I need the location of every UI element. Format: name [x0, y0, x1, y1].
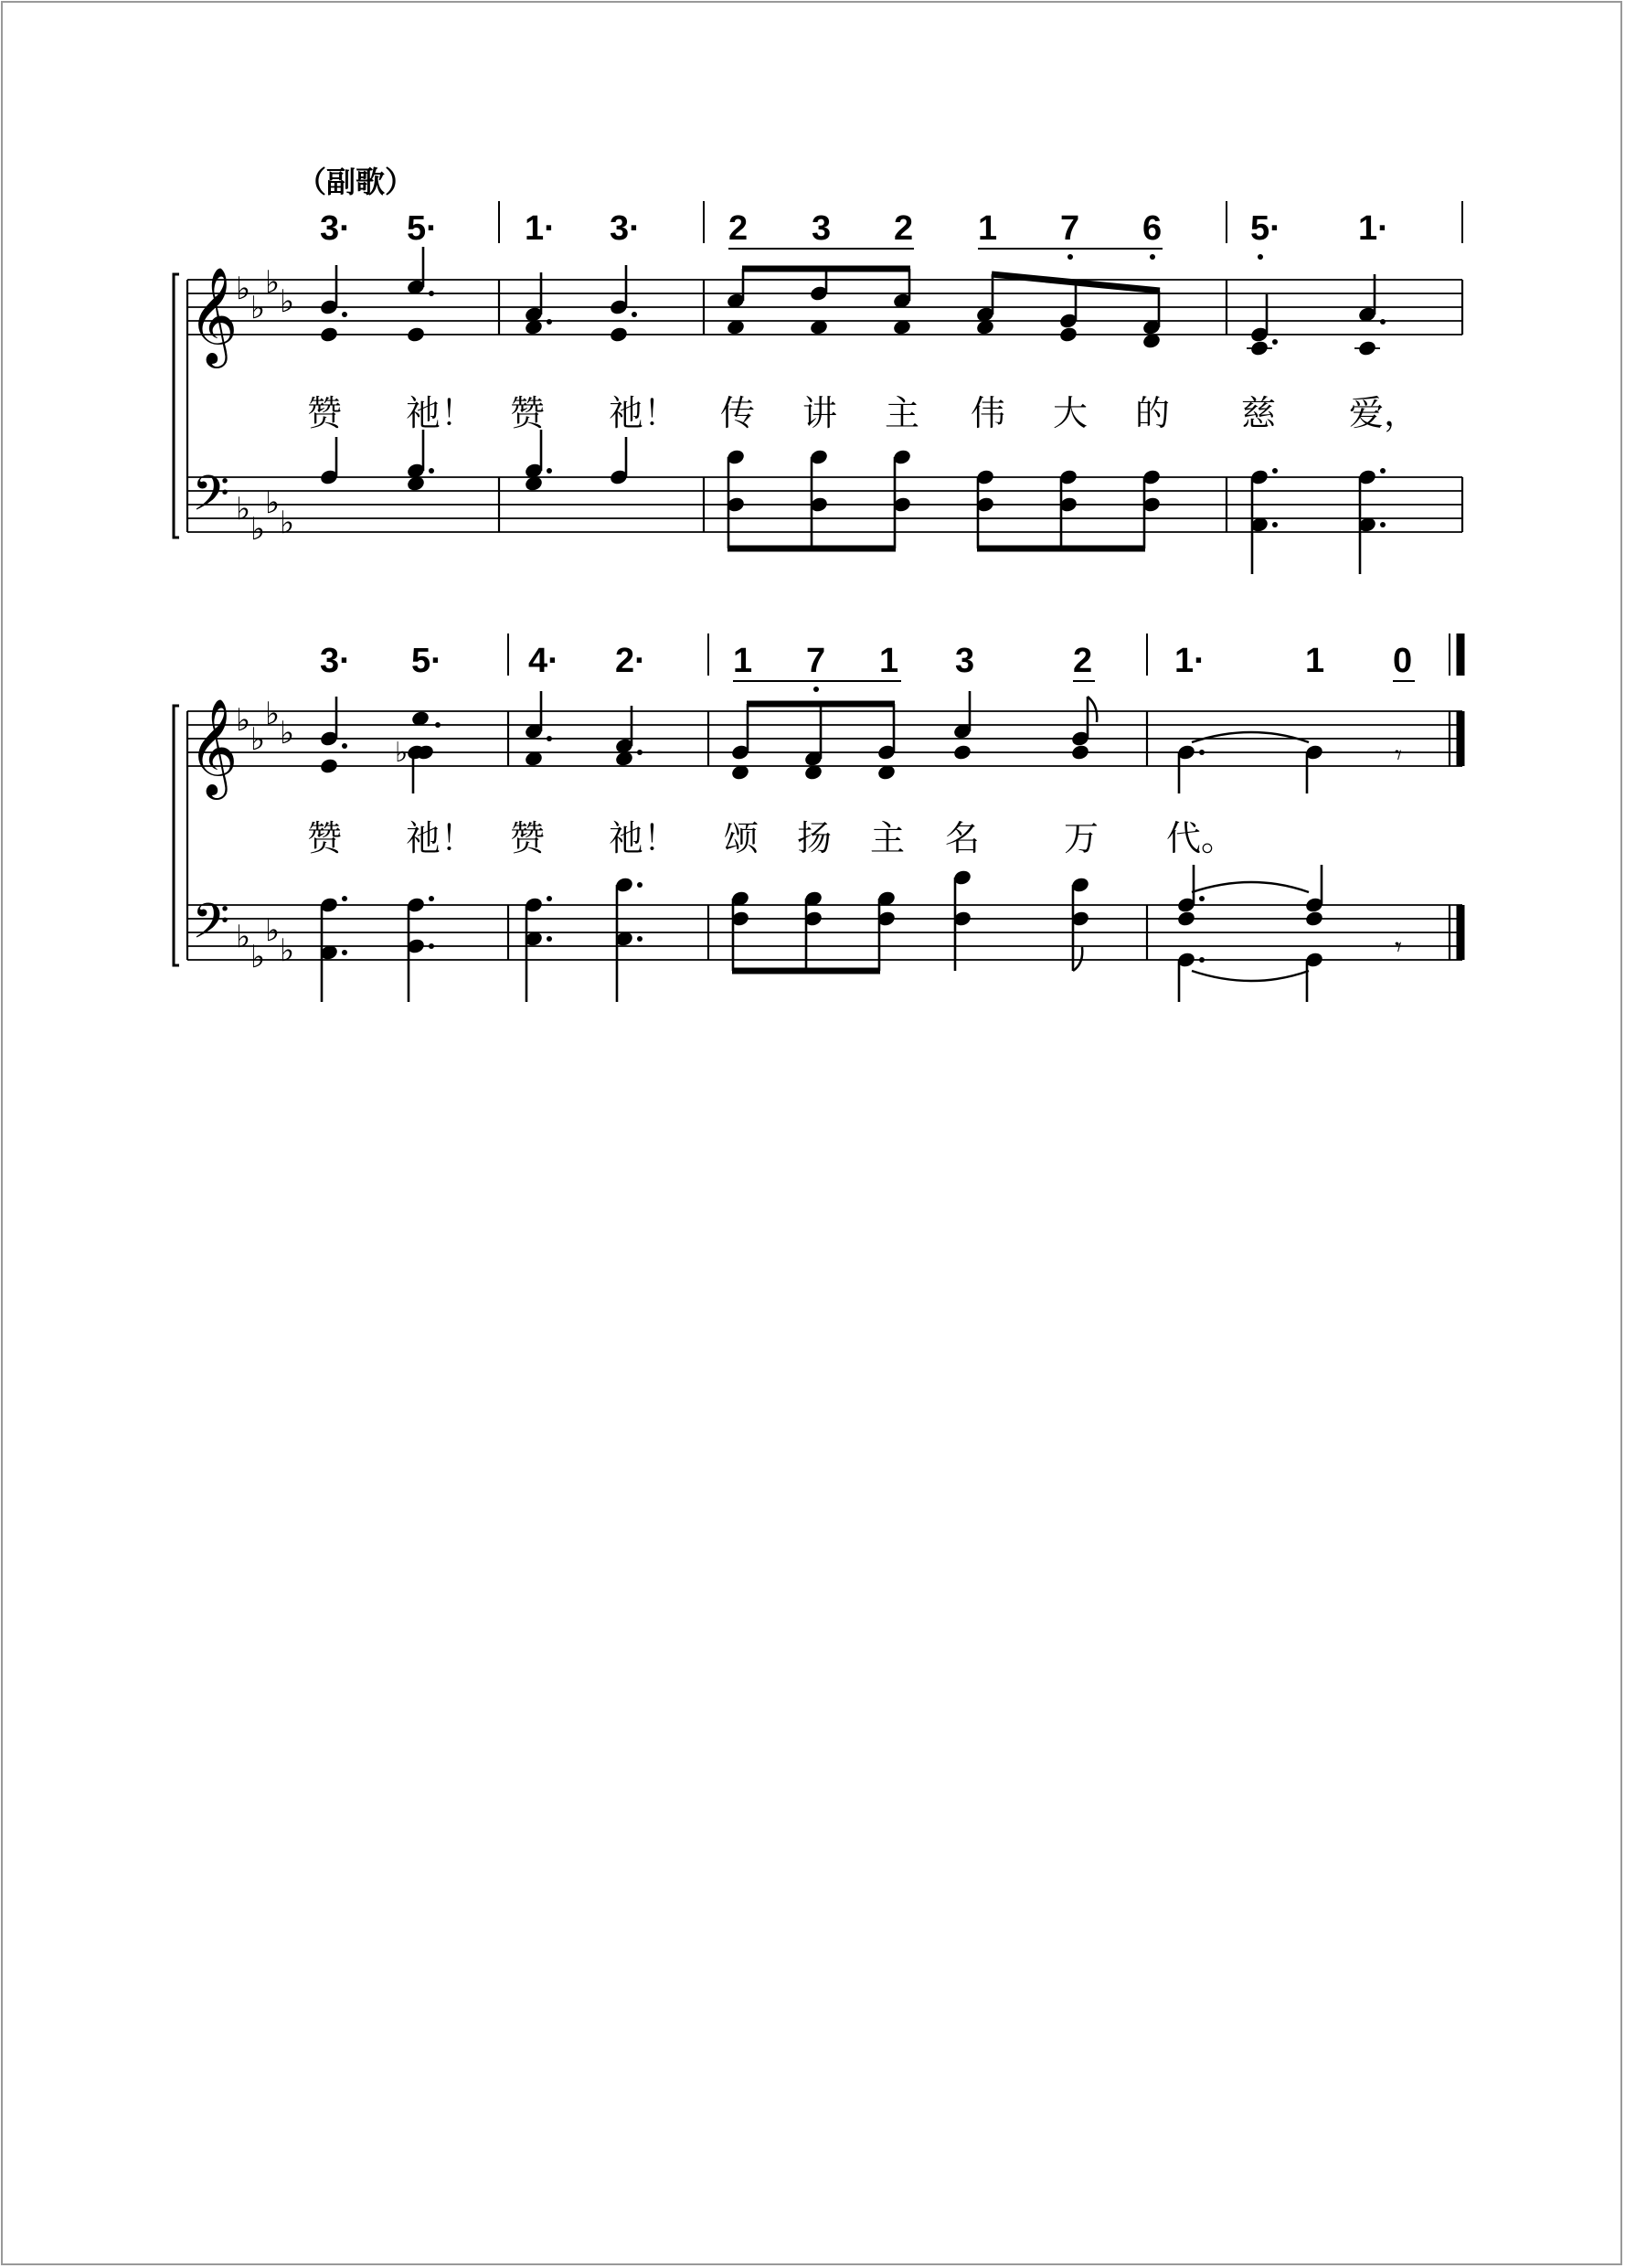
- flat-icon: ♭: [236, 491, 251, 527]
- jianpu-note: 3·: [320, 642, 351, 680]
- lyric: 祂！: [609, 393, 679, 433]
- jianpu-note: 2·: [615, 642, 646, 680]
- jianpu-note: 1: [879, 642, 899, 680]
- lyric: 大: [1053, 393, 1089, 433]
- jianpu-row-1: [320, 201, 1462, 260]
- jianpu-note: 7: [806, 642, 826, 680]
- lyric: 伟: [971, 393, 1006, 433]
- flat-icon: ♭: [265, 484, 281, 521]
- system-1: [174, 201, 1462, 574]
- lyric: 祂！: [609, 818, 679, 858]
- jianpu-note: 5·: [407, 209, 438, 248]
- lyric: 主: [885, 393, 920, 433]
- treble-notes-2: [319, 691, 1402, 793]
- lyric: 传: [720, 393, 756, 433]
- bass-notes-2: [319, 865, 1402, 1002]
- jianpu-note: 2: [1073, 642, 1093, 680]
- bass-staff-2: [187, 865, 1462, 1002]
- low-octave-dot: [1067, 254, 1073, 260]
- flat-icon: ♭: [236, 702, 251, 739]
- section-label: （副歌）: [297, 165, 415, 199]
- lyric: 慈: [1241, 393, 1277, 433]
- jianpu-note: 1·: [525, 209, 556, 248]
- treble-staff-2: [187, 691, 1462, 800]
- lyric: 名: [945, 818, 981, 858]
- jianpu-note: 1: [1305, 642, 1325, 680]
- jianpu-note: 2: [894, 209, 914, 248]
- lyric: 赞: [510, 818, 546, 858]
- flat-icon: ♭: [280, 715, 295, 751]
- flat-icon: ♭: [280, 932, 295, 969]
- flat-icon: ♭: [280, 283, 295, 320]
- jianpu-note: 3·: [320, 209, 351, 248]
- flat-icon: ♭: [250, 290, 266, 326]
- jianpu-row-2: [320, 634, 1460, 692]
- lyric: 万: [1064, 818, 1099, 858]
- lyric: 主: [870, 818, 906, 858]
- flat-icon: ♭: [250, 939, 266, 975]
- flat-icon: ♭: [395, 737, 409, 769]
- lyric: 祂！: [406, 818, 476, 858]
- treble-staff-1: [187, 247, 1462, 368]
- jianpu-note: 6: [1142, 209, 1163, 248]
- flat-icon: ♭: [265, 696, 281, 732]
- lyric: 扬: [797, 818, 833, 858]
- flat-icon: ♭: [250, 511, 266, 548]
- flat-icon: ♭: [265, 912, 281, 949]
- jianpu-note: 7: [1060, 209, 1080, 248]
- jianpu-note: 1·: [1358, 209, 1389, 248]
- lyric: 的: [1135, 393, 1171, 433]
- flat-icon: ♭: [265, 264, 281, 301]
- jianpu-note: 3·: [610, 209, 641, 248]
- lyric: 爱，: [1349, 393, 1419, 433]
- treble-clef-icon: 𝄞: [188, 266, 239, 364]
- lyrics-row-2: [307, 818, 1236, 858]
- jianpu-note: 1·: [1174, 642, 1205, 680]
- low-octave-dot: [1150, 254, 1155, 260]
- lyric: 代。: [1166, 818, 1237, 858]
- flat-icon: ♭: [250, 721, 266, 758]
- lyric: 祂！: [406, 393, 476, 433]
- treble-clef-icon: 𝄞: [188, 697, 239, 795]
- jianpu-note: 0: [1393, 642, 1413, 680]
- bass-clef-icon: 𝄢: [192, 894, 230, 962]
- bass-staff-1: [187, 430, 1462, 574]
- lyrics-row-1: [307, 393, 1418, 433]
- jianpu-note: 1: [733, 642, 753, 680]
- eighth-rest-icon: 𝄾: [1395, 932, 1402, 964]
- lyric: 赞: [307, 393, 343, 433]
- tie: [1192, 732, 1309, 742]
- low-octave-dot: [1258, 254, 1263, 260]
- flat-icon: ♭: [236, 919, 251, 955]
- system-2: [174, 634, 1462, 1002]
- jianpu-note: 3: [955, 642, 975, 680]
- jianpu-note: 5·: [1250, 209, 1281, 248]
- flat-icon: ♭: [236, 271, 251, 307]
- lyric: 赞: [307, 818, 343, 858]
- jianpu-note: 2: [728, 209, 749, 248]
- system-bracket: [174, 706, 179, 965]
- lyric: 赞: [510, 393, 546, 433]
- eighth-rest-icon: 𝄾: [1395, 740, 1402, 772]
- jianpu-note: 1: [978, 209, 998, 248]
- low-octave-dot: [813, 687, 819, 692]
- lyric: 颂: [724, 818, 759, 858]
- system-bracket: [174, 274, 179, 538]
- flat-icon: ♭: [280, 505, 295, 541]
- lyric: 讲: [802, 393, 838, 433]
- jianpu-note: 5·: [411, 642, 442, 680]
- jianpu-note: 4·: [528, 642, 559, 680]
- bass-clef-icon: 𝄢: [192, 466, 230, 534]
- jianpu-note: 3: [812, 209, 832, 248]
